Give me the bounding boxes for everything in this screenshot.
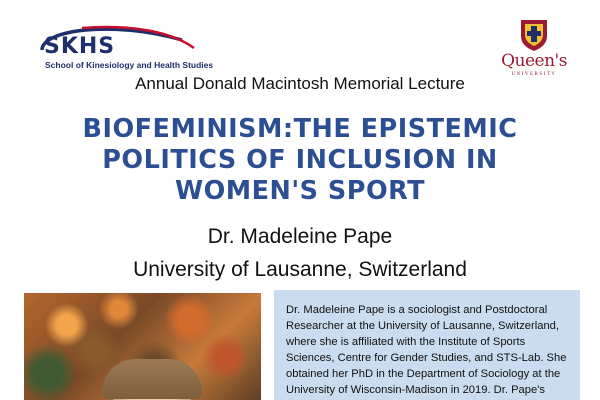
queens-logo-name: Queen's bbox=[501, 51, 567, 71]
queens-logo bbox=[488, 18, 580, 78]
speaker-photo bbox=[24, 293, 261, 400]
speaker-affiliation: University of Lausanne, Switzerland bbox=[133, 258, 467, 281]
speaker-bio: Dr. Madeleine Pape is a sociologist and Postdoctoral Researcher at the University of Lausanne, Switzerland, where she is affiliated with the Institute of Sports Sciences, Centre for Gender Studies, and STS-Lab. She obtained her PhD in the Department of Sociology at the University of Wisconsin-Madison in 2019. Dr. Pape's bbox=[286, 304, 567, 396]
skhs-logo-subtitle: School of Kinesiology and Health Studies bbox=[45, 60, 214, 70]
speaker-bio-box bbox=[274, 290, 580, 400]
queens-logo-subtitle: UNIVERSITY bbox=[511, 72, 557, 77]
crest-icon bbox=[518, 18, 550, 52]
speaker-name: Dr. Madeleine Pape bbox=[207, 225, 393, 248]
talk-title: BIOFEMINISM:THE EPISTEMIC POLITICS OF INCLUSION IN WOMEN'S SPORT bbox=[82, 114, 518, 206]
lecture-series: Annual Donald Macintosh Memorial Lecture bbox=[135, 74, 465, 93]
skhs-logo bbox=[22, 22, 214, 72]
speaker-photo-hair bbox=[102, 359, 202, 399]
skhs-logo-mark: SKHS bbox=[44, 34, 116, 59]
